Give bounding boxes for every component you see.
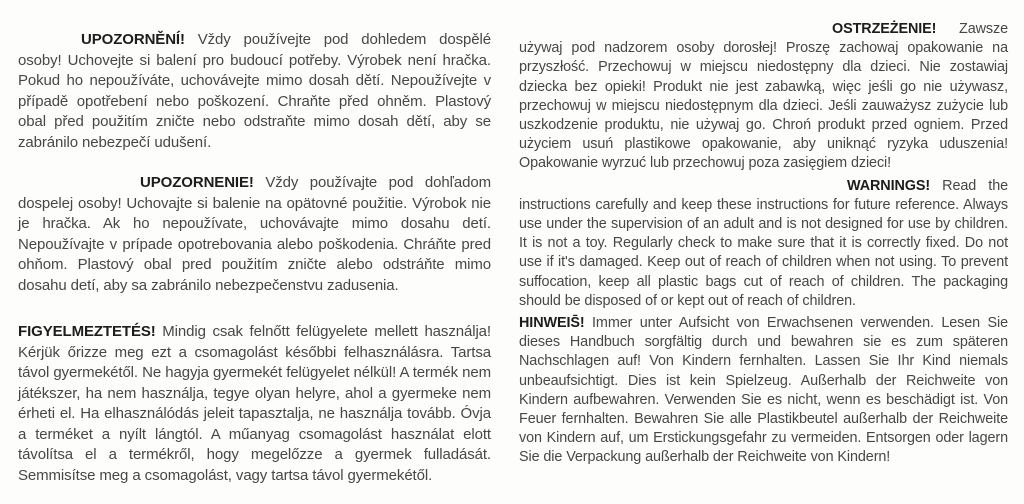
- warning-paragraph-german: [519, 314, 1008, 468]
- warning-body-english: Read the instructions carefully and keep these instructions for future reference. Always use under the supervision of an adult and is not designed for use by children. It is not a toy. Regularly check to make sure that it is correctly fixed. Do not use if it's damaged. Keep out of reach of children when not using. To prevent suffocation, keep all plastic bags cut of reach of children. The packaging should be disposed of or kept out of reach of children.: [519, 177, 1008, 309]
- warning-body-slovak: Vždy používajte pod dohľadom dospelej osoby! Uchovajte si balenie na opätovné použitie. Výrobok nie je hračka. Ak ho nepoužívate, uchovávajte mimo dosahu detí. Nepoužívajte v prípade opotrebovania alebo poškodenia. Chráňte pred ohňom. Plastový obal pred použitím zničte alebo odstráňte mimo dosahu detí, aby sa zabránilo nebezpečenstvu zadusenia.: [18, 174, 491, 294]
- left-text-column: [18, 30, 491, 486]
- warning-paragraph-czech: [18, 30, 491, 153]
- warning-body-czech: Vždy používejte pod dohledem dospělé osoby! Uchovejte si balení pro budoucí potřeby. Výrobek není hračka. Pokud ho nepoužíváte, uchovávejte mimo dosah dětí. Nepoužívejte v případě opotřebení nebo poškození. Chraňte před ohněm. Plastový obal před použitím zničte nebo odstraňte mimo dosah dětí, aby se zabránilo nebezpečí udušení.: [18, 31, 491, 151]
- warning-body-hungarian: Mindig csak felnőtt felügyelete mellett használja! Kérjük őrizze meg ezt a csomagolást későbbi felhasználásra. Tartsa távol gyermekétől. Ne hagyja gyermekét felügyelet nélkül! A termék nem játékszer, ha nem használja, tegye olyan helyre, ahol a gyermeke nem érheti el. Ha elhasználódás jeleit tapasztalja, ne használja tovább. Óvja a terméket a nyílt lángtól. A műanyag csomagolást használat elott távolítsa el a termékről, hogy megelőzze a gyermek fulladását. Semmisítse meg a csomagolást, vagy tartsa távol gyermekétől.: [18, 323, 491, 484]
- warning-body-polish: Zawsze używaj pod nadzorem osoby dorosłej! Proszę zachowaj opakowanie na przyszłość. Przechowuj w miejscu niedostępny dla dzieci. Nie zostawiaj dziecka bez opieki! Produkt nie jest zabawką, więc jeśli go nie używasz, przechowuj w miejscu niedostępnym dla dzieci. Jeśli zauważysz zużycie lub uszkodzenie produktu, nie używaj go. Chroń produkt przed ogniem. Przed użyciem usuń plastikowe opakowanie, aby uniknąć ryzyka uduszenia! Opakowanie wyrzuć lub przechowuj poza zasięgiem dzieci!: [519, 21, 1008, 172]
- right-text-column: [519, 20, 1008, 468]
- warning-header-german: HINWEIS̄!: [519, 315, 585, 332]
- warning-header-hungarian: FIGYELMEZTETÉS!: [18, 323, 156, 340]
- warning-header-czech: UPOZORNĚNÍ!: [81, 31, 185, 48]
- warning-header-polish: OSTRZEŻENIE!: [832, 21, 937, 37]
- warning-header-slovak: UPOZORNENIE!: [140, 174, 254, 191]
- warning-body-german: Immer unter Aufsicht von Erwachsenen verwenden. Lesen Sie dieses Handbuch sorgfältig durch und bewahren sie es zum späteren Nachschlagen auf! Von Kindern fernhalten. Lassen Sie Ihr Kind niemals unbeaufsichtigt. Dies ist kein Spielzeug. Außerhalb der Reichweite von Kindern aufbewahren. Verwenden Sie es nicht, wenn es beschädigt ist. Von Feuer fernhalten. Bewahren Sie alle Plastikbeutel außerhalb der Reichweite von Kindern auf, um Erstickungsgefahr zu vermeiden. Entsorgen oder lagern Sie die Verpackung außerhalb der Reichweite von Kindern!: [519, 315, 1008, 466]
- warning-paragraph-polish: [519, 20, 1008, 174]
- warning-paragraph-english: [519, 177, 1008, 311]
- warning-header-english: WARNINGS!: [847, 177, 931, 194]
- warning-paragraph-slovak: [18, 173, 491, 296]
- warning-paragraph-hungarian: [18, 322, 491, 486]
